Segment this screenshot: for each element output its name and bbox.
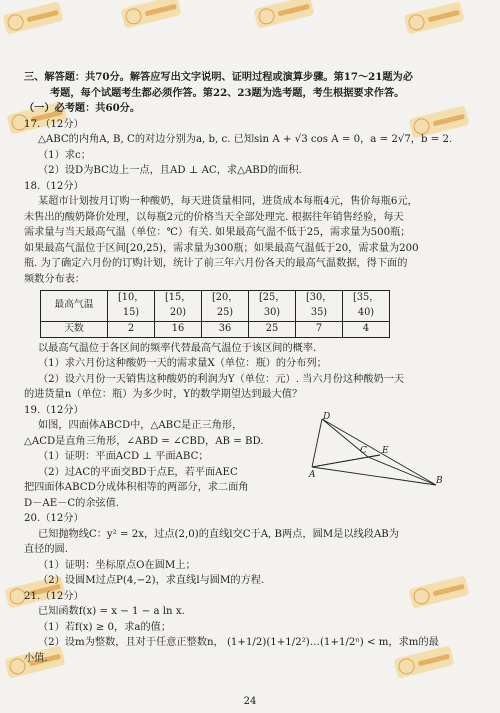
- label-c: C: [360, 446, 367, 456]
- page-number: 24: [243, 696, 257, 707]
- frequency-table: [40, 290, 390, 338]
- q18-line: 如果最高气温位于区间[20,25)，需求量为300瓶；如果最高气温低于20，需求量为200: [24, 242, 419, 254]
- q21-stem: 已知函数f(x) = x − 1 − a ln x.: [38, 606, 185, 618]
- table-cell: 25: [249, 321, 296, 337]
- table-cell: 天数: [41, 321, 108, 337]
- q18-part2: （2）设六月份一天销售这种酸奶的利润为Y（单位：元）. 当六月份这种酸奶一天: [38, 373, 405, 385]
- label-a: A: [309, 470, 316, 480]
- table-row: [41, 321, 390, 337]
- table-cell: 16: [155, 321, 202, 337]
- q19-line: 把四面体ABCD分成体积相等的两部分，求二面角: [24, 482, 249, 494]
- table-header-cell: [35，40): [343, 291, 390, 322]
- table-header-cell: [25，30): [249, 291, 296, 322]
- q19-part1: （1）证明：平面ACD ⊥ 平面ABC；: [38, 451, 209, 463]
- table-header-cell: [30，35): [296, 291, 343, 322]
- q18-line: 瓶. 为了确定六月份的订购计划，统计了前三年六月份各天的最高气温数据，得下面的: [24, 258, 408, 269]
- table-cell: 36: [202, 321, 249, 337]
- q17-part1: （1）求c；: [38, 149, 91, 161]
- q20-part1: （1）证明：坐标原点O在圆M上；: [38, 559, 196, 571]
- edge-ab: [312, 467, 436, 485]
- section-header-cont: 考题，每个试题考生都必须作答。第22、23题为选考题，考生根据要求作答。: [50, 86, 405, 99]
- q19-line: 如图，四面体ABCD中，△ABC是正三角形，: [38, 420, 243, 432]
- label-b: B: [436, 476, 443, 486]
- q19-line: △ACD是直角三角形，∠ABD = ∠CBD，AB = BD.: [24, 435, 264, 447]
- table-cell: 7: [296, 321, 343, 337]
- q18-line: 频数分布表：: [24, 273, 86, 285]
- exam-page: [24, 70, 480, 666]
- q20-stem: 已知抛物线C：y² = 2x，过点(2,0)的直线l交C于A, B两点，圆M是以线段AB为: [38, 528, 399, 540]
- q20-stem-cont: 直径的圆.: [24, 544, 68, 556]
- watermark-logo: [2, 1, 63, 34]
- table-cell: 2: [108, 321, 155, 337]
- watermark-logo: [253, 0, 314, 29]
- q20-part2: （2）设圆M过点P(4,−2)，求直线l与圆M的方程.: [38, 575, 265, 587]
- q21-part2-end: 小值.: [24, 652, 48, 664]
- q18-after: 以最高气温位于各区间的频率代替最高气温位于该区间的概率.: [38, 342, 317, 354]
- table-header-cell: [10，15): [108, 291, 155, 322]
- q19-block: [24, 403, 316, 512]
- q17-head: 17.（12分）: [24, 118, 84, 130]
- label-e: E: [382, 446, 389, 456]
- q21-part2-product: (1+1/2)(1+1/2²)…(1+1/2ⁿ) < m: [226, 637, 389, 649]
- q21-part1: （1）若f(x) ≥ 0，求a的值；: [38, 621, 172, 633]
- edge-ce: [368, 455, 380, 457]
- q18-part2-cont: 的进货量n（单位：瓶）为多少时，Y的数学期望达到最大值？: [24, 389, 303, 401]
- q19-part2: （2）过AC的平面交BD于点E，若平面AEC: [38, 466, 238, 478]
- watermark-logo: [120, 0, 181, 29]
- watermark-logo: [403, 1, 464, 34]
- q21-part2: [24, 635, 480, 651]
- edge-db: [322, 419, 436, 485]
- q19-line: D－AE－C的余弦值.: [24, 497, 120, 509]
- q21-head: 21.（12分）: [24, 590, 84, 602]
- section-header: 三、解答题：共70分。解答应写出文字说明、证明过程或演算步骤。第17～21题为必: [24, 71, 413, 83]
- table-header-row: [41, 291, 390, 322]
- q18-part1: （1）求六月份这种酸奶一天的需求量X（单位：瓶）的分布列；: [38, 358, 327, 370]
- q18-line: 未售出的酸奶降价处理，以每瓶2元的价格当天全部处理完. 根据往年销售经验，每天: [24, 211, 404, 223]
- q17-stem: △ABC的内角A, B, C的对边分别为a, b, c. 已知sin A + √3 cos A = 0，a = 2√7，b = 2.: [38, 134, 453, 145]
- table-header-cell: 最高气温: [41, 291, 108, 322]
- q18-line: 需求量与当天最高气温（单位：℃）有关. 如果最高气温不低于25，需求量为500瓶；: [24, 227, 411, 238]
- q19-head: 19.（12分）: [24, 404, 84, 416]
- q21-part2-pre: （2）设m为整数，且对于任意正整数n，: [38, 637, 224, 649]
- edge-da: [312, 419, 322, 467]
- edge-cb: [368, 457, 436, 485]
- table-header-cell: [15，20): [155, 291, 202, 322]
- q18-line: 某超市计划按月订购一种酸奶，每天进货量相同，进货成本每瓶4元，售价每瓶6元，: [38, 196, 418, 207]
- tetrahedron-figure: [310, 413, 445, 493]
- section-sub: （一）必考题：共60分。: [24, 102, 141, 114]
- q18-head: 18.（12分）: [24, 180, 84, 192]
- table-header-cell: [20，25): [202, 291, 249, 322]
- table-cell: 4: [343, 321, 390, 337]
- q17-part2: （2）设D为BC边上一点，且AD ⊥ AC，求△ABD的面积.: [38, 165, 302, 176]
- q21-part2-post: ，求m的最: [388, 637, 439, 649]
- q20-head: 20.（12分）: [24, 513, 84, 525]
- label-d: D: [323, 412, 331, 422]
